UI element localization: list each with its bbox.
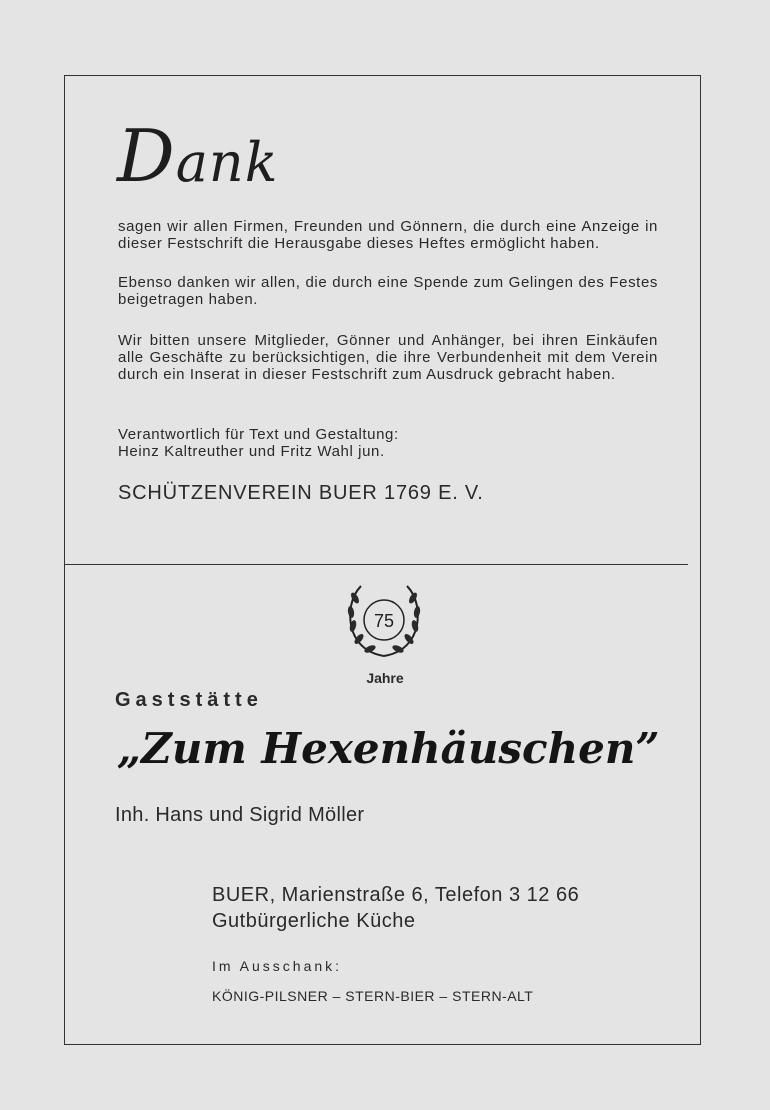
ausschank-label: Im Ausschank: (212, 958, 343, 974)
beer-list: KÖNIG-PILSNER – STERN-BIER – STERN-ALT (212, 988, 534, 1004)
owner-line: Inh. Hans und Sigrid Möller (115, 804, 365, 826)
dank-heading (117, 114, 278, 198)
anniversary-wreath-icon (341, 578, 427, 664)
address-line: BUER, Marienstraße 6, Telefon 3 12 66 (212, 884, 580, 906)
thanks-paragraph-1: sagen wir allen Firmen, Freunden und Gönnern, die durch eine Anzeige in dieser Festschrift die Herausgabe dieses Heftes ermöglicht haben. (118, 218, 658, 252)
gaststaette-label: Gaststätte (115, 689, 263, 711)
dank-rest: ank (175, 131, 279, 194)
badge-number: 75 (373, 611, 395, 631)
thanks-paragraph-3: Wir bitten unsere Mitglieder, Gönner und Anhänger, bei ihren Einkäufen alle Geschäfte zu berücksichtigen, die ihre Verbundenheit mit dem Verein durch ein Inserat in dieser Festschrift zum Ausdruck gebracht haben. (118, 332, 658, 383)
page-frame (64, 75, 701, 1045)
thanks-paragraph-2: Ebenso danken wir allen, die durch eine Spende zum Gelingen des Festes beigetragen haben. (118, 274, 658, 308)
credits-paragraph (118, 426, 658, 460)
jahre-label: Jahre (366, 670, 404, 686)
section-divider (65, 564, 688, 565)
inn-name: „Zum Hexenhäuschen” (117, 724, 660, 773)
cuisine-line: Gutbürgerliche Küche (212, 910, 416, 932)
club-name: SCHÜTZENVEREIN BUER 1769 E. V. (118, 482, 484, 504)
dank-initial: D (117, 114, 176, 198)
credits-line-1: Verantwortlich für Text und Gestaltung: (118, 426, 399, 443)
credits-line-2: Heinz Kaltreuther und Fritz Wahl jun. (118, 443, 385, 460)
address-block (212, 882, 579, 934)
